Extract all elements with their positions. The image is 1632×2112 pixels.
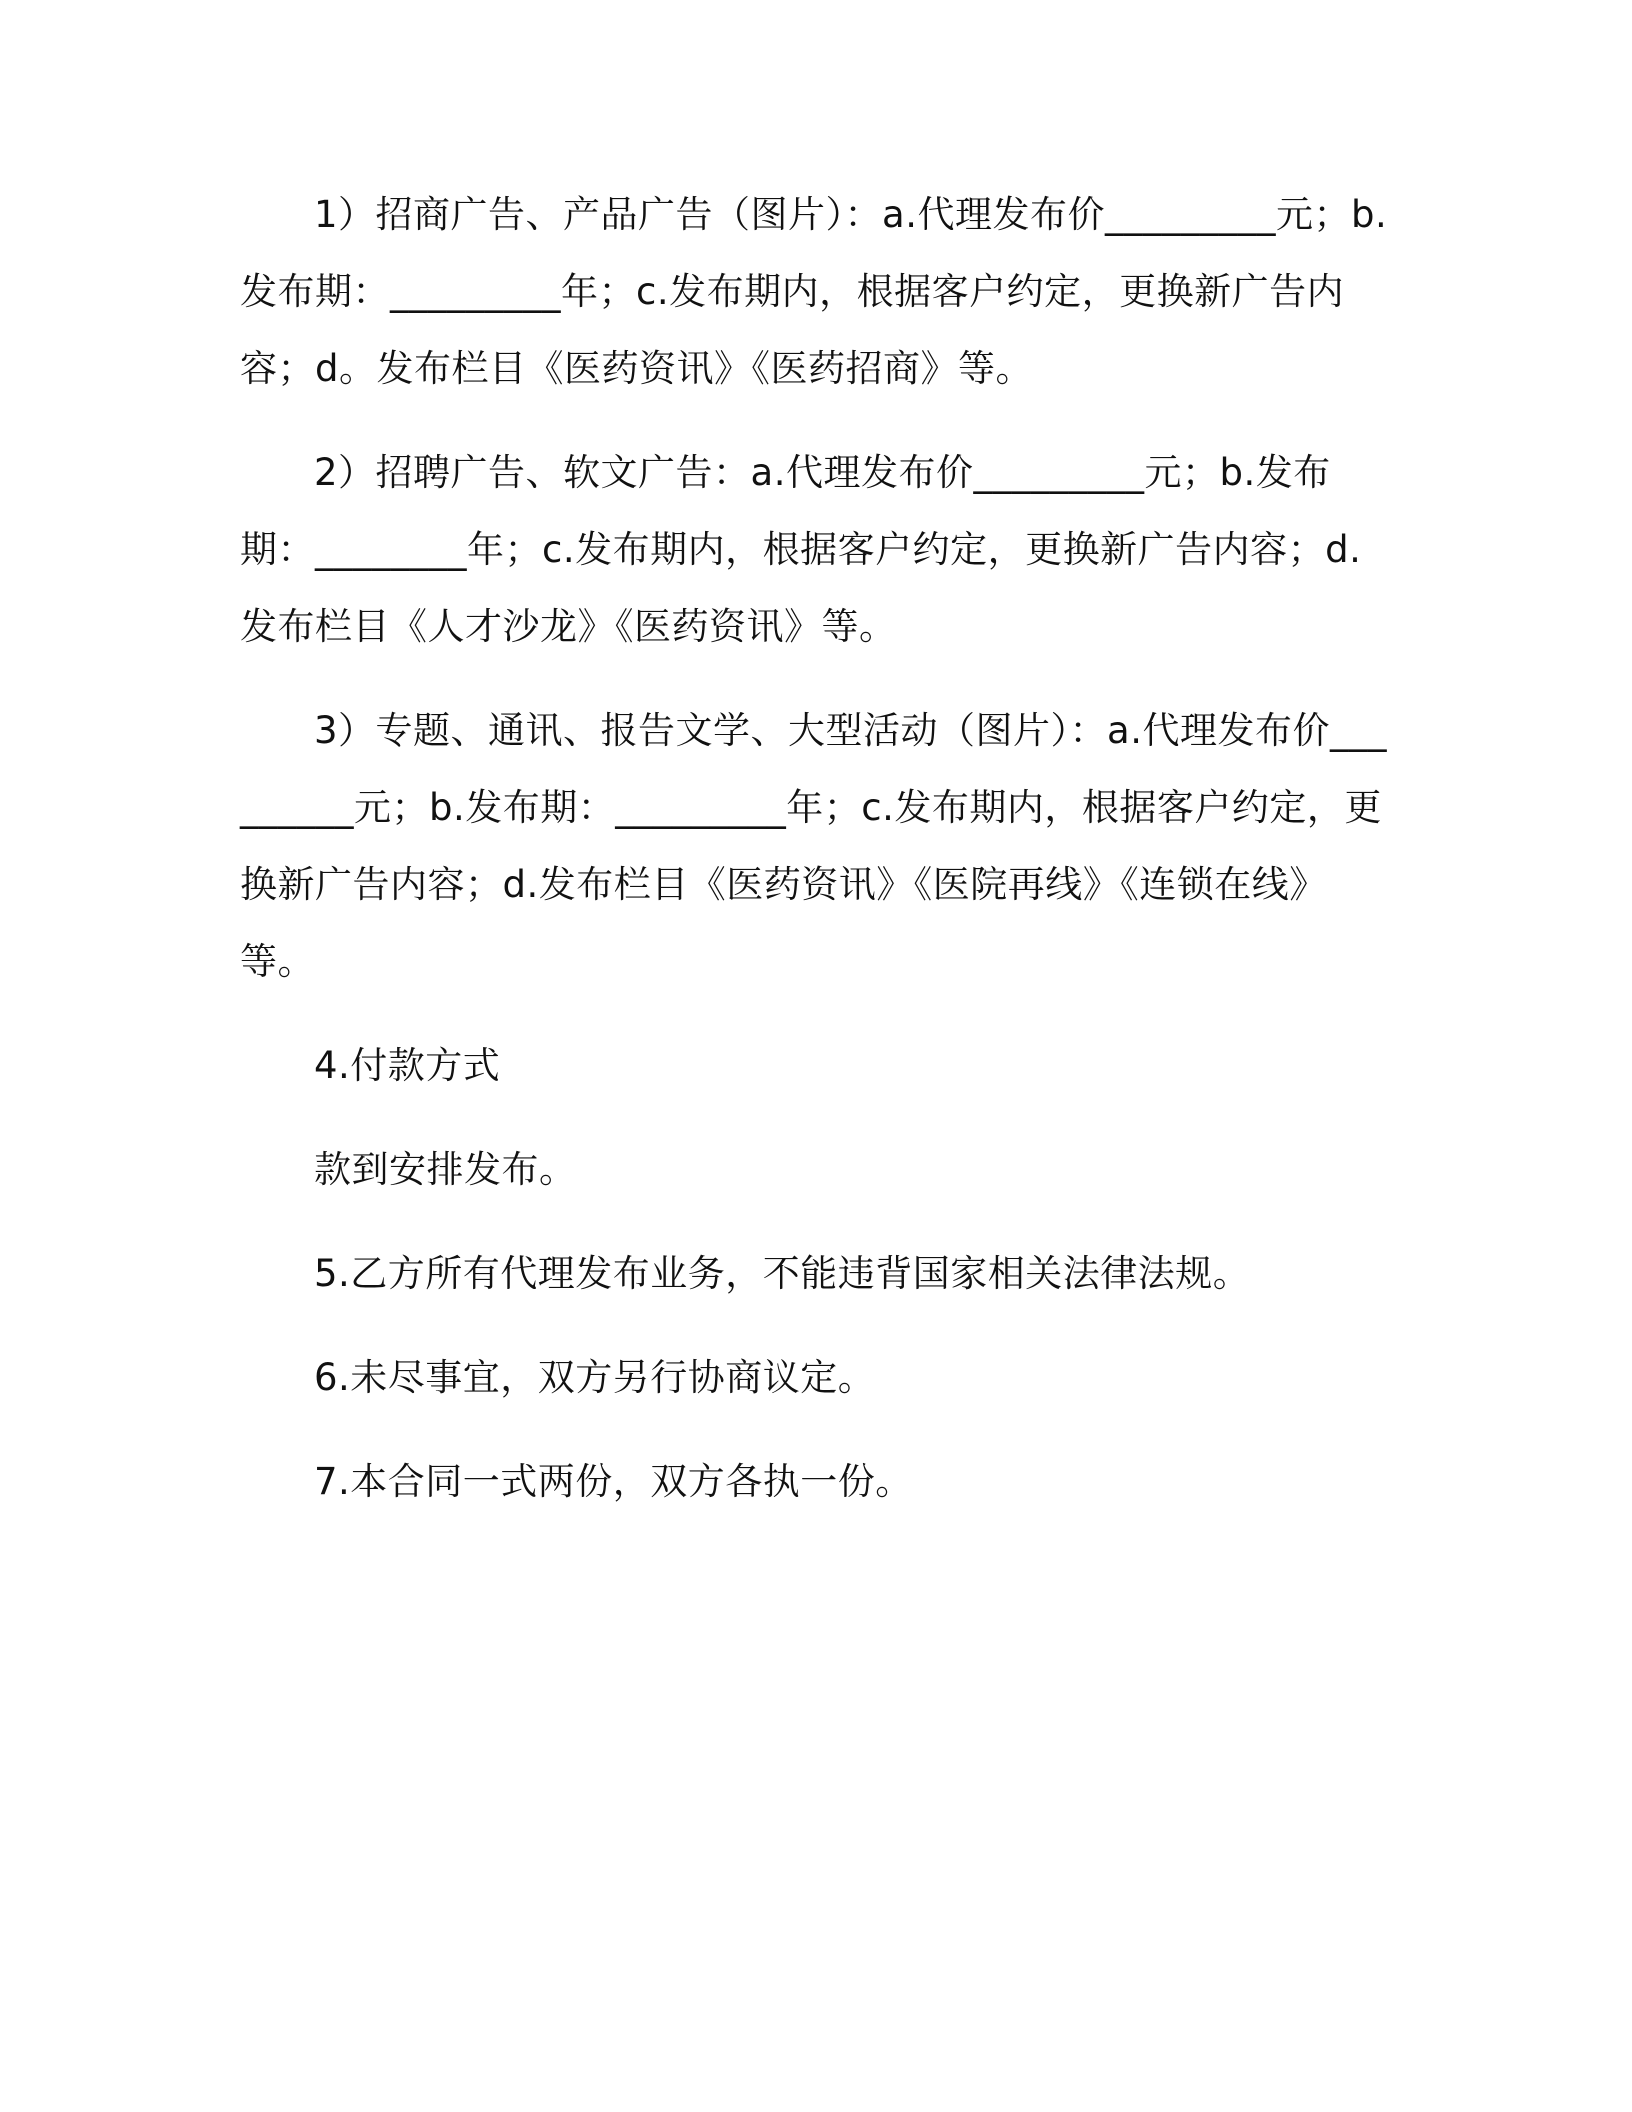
clause-ad-pricing-1: 1）招商广告、产品广告（图片）：a.代理发布价_________元；b.发布期：_________年；c.发布期内，根据客户约定，更换新广告内容；d。发布栏目《医药资讯》《医药招商》等。 xyxy=(240,193,1388,390)
clause-ad-pricing-3: 3）专题、通讯、报告文学、大型活动（图片）：a.代理发布价_________元；b.发布期：_________年；c.发布期内，根据客户约定，更换新广告内容；d.发布栏目《医药资讯》《医院再线》《连锁在线》等。 xyxy=(240,709,1387,983)
clause-copies: 7.本合同一式两份，双方各执一份。 xyxy=(314,1460,913,1503)
clause-legal-compliance: 5.乙方所有代理发布业务，不能违背国家相关法律法规。 xyxy=(314,1252,1251,1295)
clause-ad-pricing-2: 2）招聘广告、软文广告：a.代理发布价_________元；b.发布期：________年；c.发布期内，根据客户约定，更换新广告内容；d.发布栏目《人才沙龙》《医药资讯》等。 xyxy=(240,451,1362,648)
clause-other-matters: 6.未尽事宜，双方另行协商议定。 xyxy=(314,1356,876,1399)
document-body xyxy=(240,176,1390,1547)
clause-payment-heading: 4.付款方式 xyxy=(314,1044,501,1087)
clause-payment-text: 款到安排发布。 xyxy=(314,1148,577,1191)
